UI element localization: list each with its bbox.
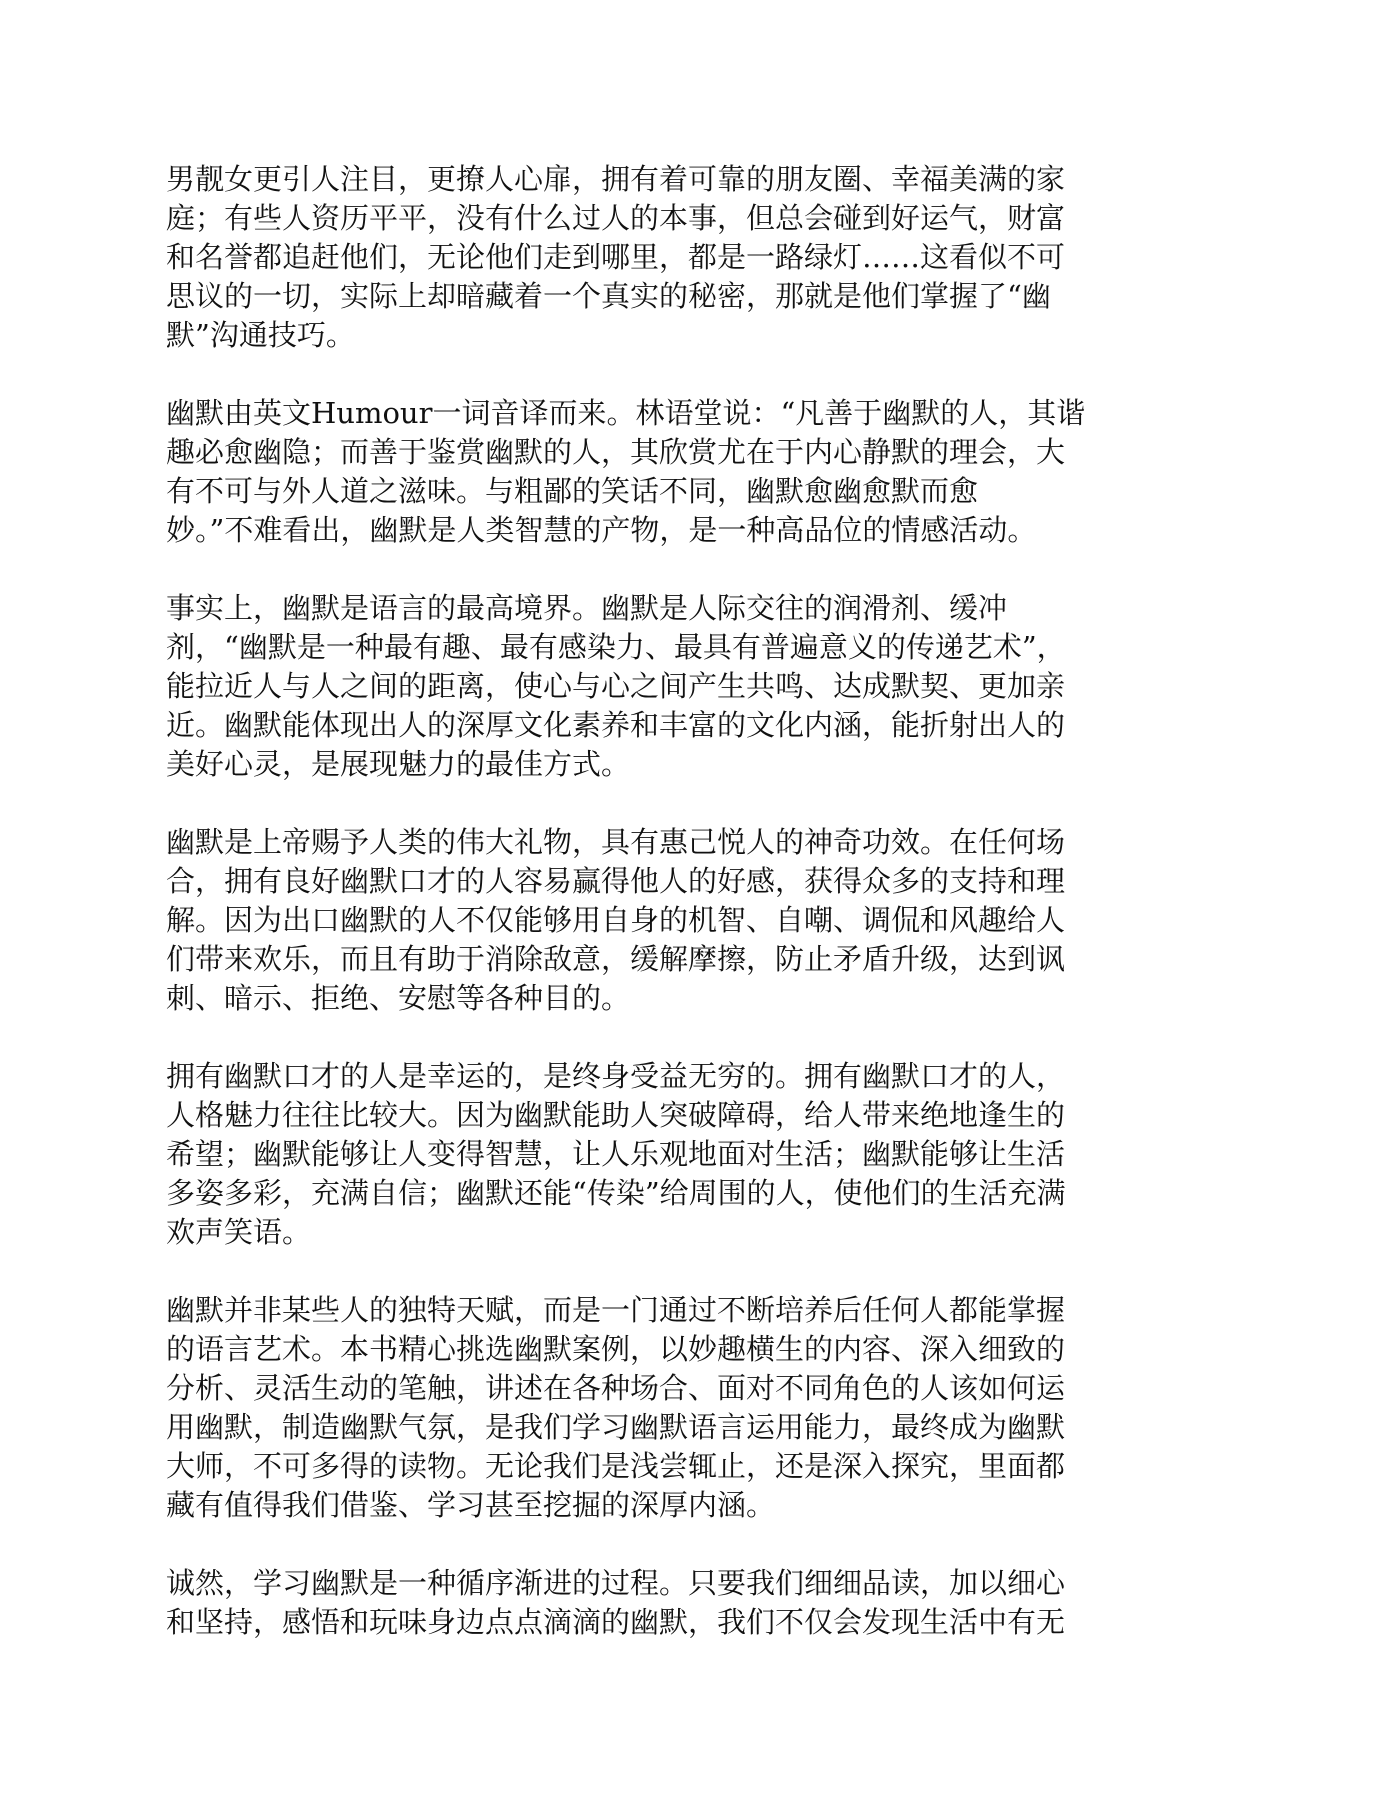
paragraph	[166, 1564, 1228, 1642]
paragraph	[166, 394, 1228, 550]
text-line: 和名誉都追赶他们，无论他们走到哪里，都是一路绿灯……这看似不可	[166, 240, 1066, 274]
paragraph	[166, 160, 1228, 355]
paragraph	[166, 1291, 1228, 1525]
text-line: 近。幽默能体现出人的深厚文化素养和丰富的文化内涵，能折射出人的	[166, 708, 1066, 742]
text-line: 刺、暗示、拒绝、安慰等各种目的。	[166, 981, 631, 1015]
paragraph	[166, 823, 1228, 1018]
text-line: 幽默并非某些人的独特天赋，而是一门通过不断培养后任何人都能掌握	[166, 1293, 1066, 1327]
text-line: 解。因为出口幽默的人不仅能够用自身的机智、自嘲、调侃和风趣给人	[166, 903, 1066, 937]
text-line: 的语言艺术。本书精心挑选幽默案例，以妙趣横生的内容、深入细致的	[166, 1332, 1066, 1366]
text-line: 幽默由英文Humour一词音译而来。林语堂说：“凡善于幽默的人，其谐	[166, 396, 1086, 430]
paragraph	[166, 1057, 1228, 1252]
paragraph	[166, 589, 1228, 784]
text-line: 欢声笑语。	[166, 1215, 312, 1249]
text-line: 们带来欢乐，而且有助于消除敌意，缓解摩擦，防止矛盾升级，达到讽	[166, 942, 1066, 976]
text-line: 藏有值得我们借鉴、学习甚至挖掘的深厚内涵。	[166, 1488, 776, 1522]
text-line: 用幽默，制造幽默气氛，是我们学习幽默语言运用能力，最终成为幽默	[166, 1410, 1066, 1444]
text-line: 事实上，幽默是语言的最高境界。幽默是人际交往的润滑剂、缓冲	[166, 591, 1008, 625]
text-line: 有不可与外人道之滋味。与粗鄙的笑话不同，幽默愈幽愈默而愈	[166, 474, 979, 508]
text-line: 默”沟通技巧。	[166, 318, 355, 352]
document-body	[166, 160, 1228, 1681]
text-line: 幽默是上帝赐予人类的伟大礼物，具有惠己悦人的神奇功效。在任何场	[166, 825, 1066, 859]
text-line: 拥有幽默口才的人是幸运的，是终身受益无穷的。拥有幽默口才的人，	[166, 1059, 1066, 1093]
text-line: 希望；幽默能够让人变得智慧，让人乐观地面对生活；幽默能够让生活	[166, 1137, 1066, 1171]
text-line: 剂，“幽默是一种最有趣、最有感染力、最具有普遍意义的传递艺术”，	[166, 630, 1066, 664]
text-line: 大师，不可多得的读物。无论我们是浅尝辄止，还是深入探究，里面都	[166, 1449, 1066, 1483]
text-line: 男靓女更引人注目，更撩人心扉，拥有着可靠的朋友圈、幸福美满的家	[166, 162, 1066, 196]
text-line: 分析、灵活生动的笔触，讲述在各种场合、面对不同角色的人该如何运	[166, 1371, 1066, 1405]
text-line: 妙。”不难看出，幽默是人类智慧的产物，是一种高品位的情感活动。	[166, 513, 1037, 547]
text-line: 和坚持，感悟和玩味身边点点滴滴的幽默，我们不仅会发现生活中有无	[166, 1605, 1066, 1639]
text-line: 美好心灵，是展现魅力的最佳方式。	[166, 747, 631, 781]
text-line: 多姿多彩，充满自信；幽默还能“传染”给周围的人，使他们的生活充满	[166, 1176, 1066, 1210]
text-line: 合，拥有良好幽默口才的人容易赢得他人的好感，获得众多的支持和理	[166, 864, 1066, 898]
text-line: 诚然，学习幽默是一种循序渐进的过程。只要我们细细品读，加以细心	[166, 1566, 1066, 1600]
text-line: 庭；有些人资历平平，没有什么过人的本事，但总会碰到好运气，财富	[166, 201, 1066, 235]
text-line: 人格魅力往往比较大。因为幽默能助人突破障碍，给人带来绝地逢生的	[166, 1098, 1066, 1132]
text-line: 趣必愈幽隐；而善于鉴赏幽默的人，其欣赏尤在于内心静默的理会，大	[166, 435, 1066, 469]
text-line: 思议的一切，实际上却暗藏着一个真实的秘密，那就是他们掌握了“幽	[166, 279, 1051, 313]
text-line: 能拉近人与人之间的距离，使心与心之间产生共鸣、达成默契、更加亲	[166, 669, 1066, 703]
